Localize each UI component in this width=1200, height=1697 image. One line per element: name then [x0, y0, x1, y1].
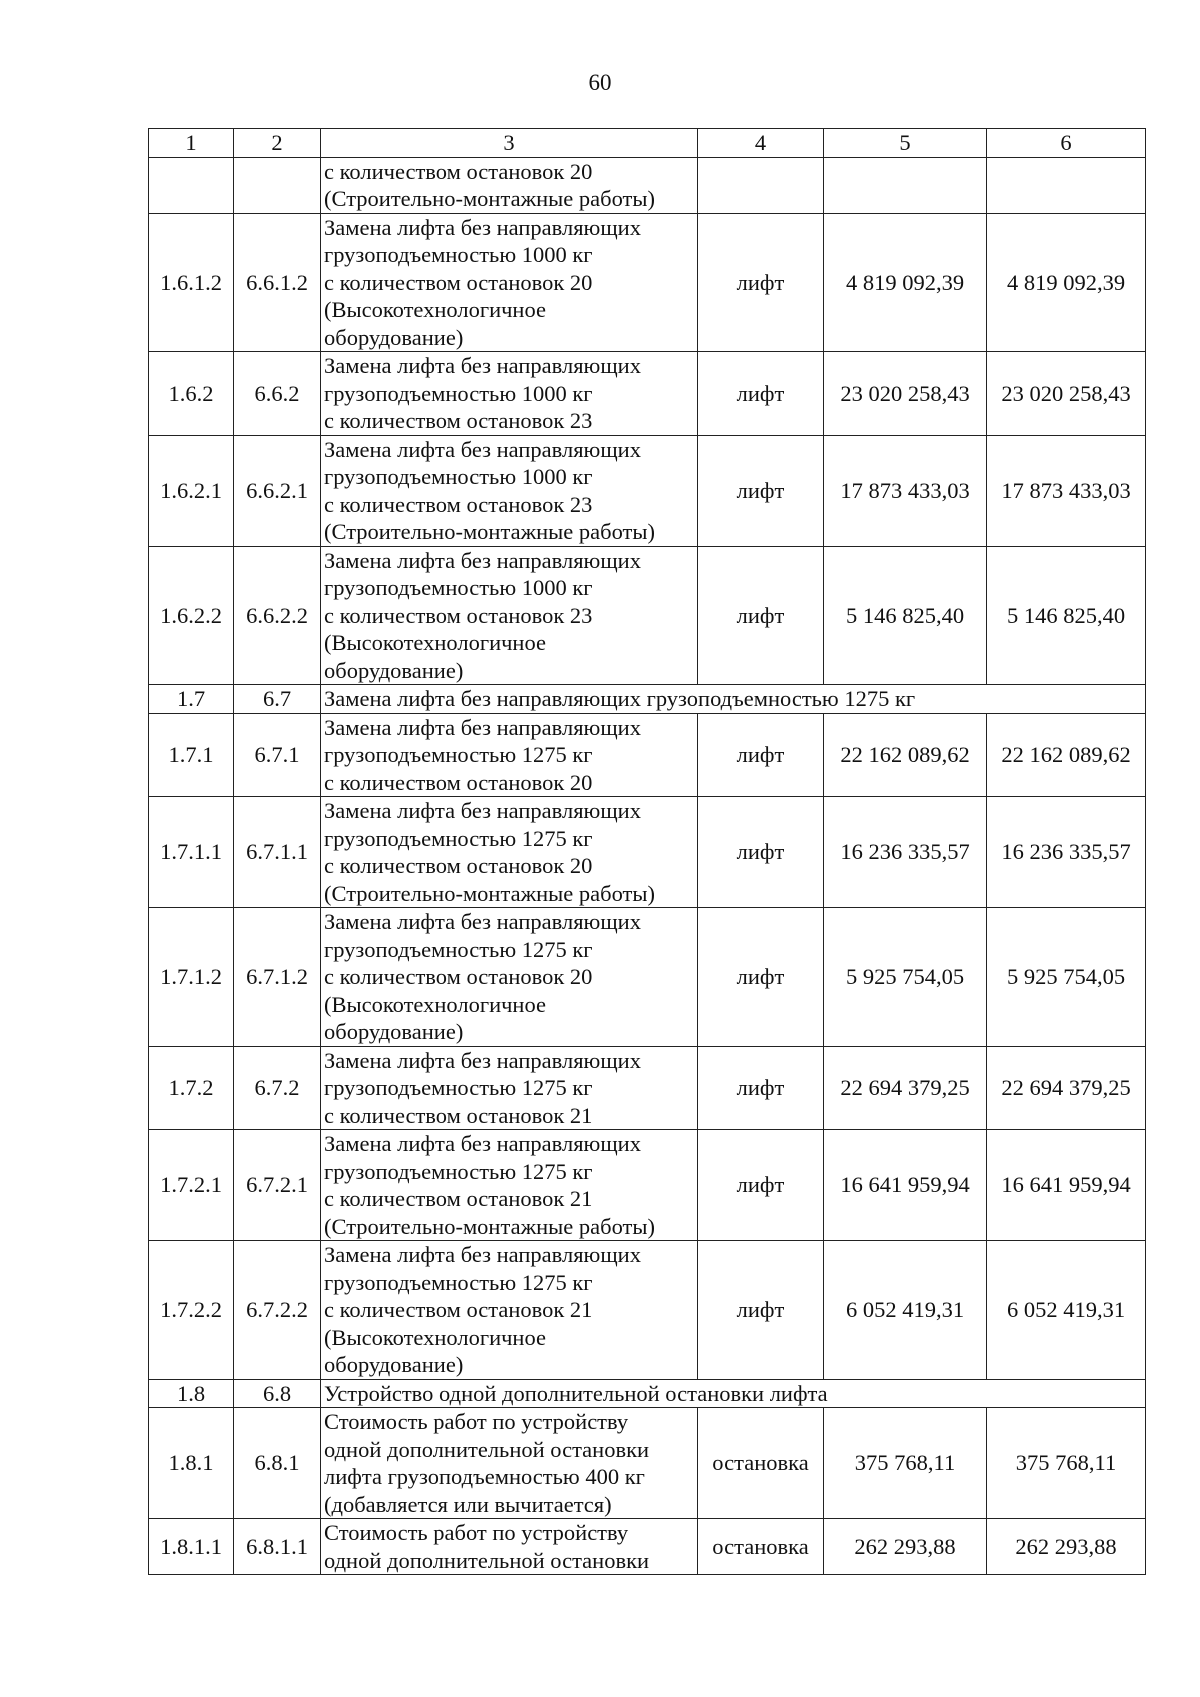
row-cost-col6: 6 052 419,31: [987, 1241, 1146, 1380]
row-cost-col5: 262 293,88: [824, 1519, 987, 1575]
row-description: [321, 1519, 698, 1575]
description-line: грузоподъемностью 1000 кг: [324, 464, 593, 489]
description-line: (Высокотехнологичное: [324, 991, 546, 1017]
description-line: (Строительно-монтажные работы): [324, 1213, 655, 1239]
price-table: [148, 128, 1146, 1575]
description-line: грузоподъемностью 1275 кг: [324, 1269, 593, 1295]
row-cost-col6: 17 873 433,03: [987, 435, 1146, 546]
description-line: грузоподъемностью 1275 кг: [324, 825, 593, 851]
row-cost-col6: 262 293,88: [987, 1519, 1146, 1575]
row-code-1: 1.7.1: [149, 713, 234, 797]
table-row: [149, 157, 1146, 213]
description-line: одной дополнительной остановки: [324, 1436, 650, 1462]
description-line: Замена лифта без направляющих: [324, 714, 641, 740]
description-line: (Высокотехнологичное: [324, 297, 546, 322]
row-unit: лифт: [698, 213, 824, 352]
row-description: [321, 546, 698, 685]
description-line: грузоподъемностью 1000 кг: [324, 242, 593, 267]
row-code-2: 6.7.2.2: [234, 1241, 321, 1380]
row-cost-col6: 5 925 754,05: [987, 908, 1146, 1047]
row-code-1: 1.7.2.2: [149, 1241, 234, 1380]
row-cost-col5: 16 236 335,57: [824, 797, 987, 908]
table-row: [149, 213, 1146, 352]
row-cost-col5: 22 162 089,62: [824, 713, 987, 797]
row-description: [321, 713, 698, 797]
description-line: с количеством остановок 21: [324, 1102, 593, 1128]
row-cost-col5: 17 873 433,03: [824, 435, 987, 546]
row-cost-col6: 16 641 959,94: [987, 1130, 1146, 1241]
description-line: (Высокотехнологичное: [324, 630, 546, 655]
row-code-1: 1.6.2.2: [149, 546, 234, 685]
table-row: [149, 435, 1146, 546]
description-line: лифта грузоподъемностью 400 кг: [324, 1464, 645, 1489]
description-line: оборудование): [324, 1019, 464, 1044]
row-code-2: 6.8: [234, 1379, 321, 1408]
row-cost-col5: 16 641 959,94: [824, 1130, 987, 1241]
row-cost-col6: 22 694 379,25: [987, 1046, 1146, 1130]
page-number: 60: [588, 70, 612, 95]
row-code-2: 6.6.2.1: [234, 435, 321, 546]
row-description: [321, 797, 698, 908]
description-line: Замена лифта без направляющих: [324, 798, 641, 823]
description-line: оборудование): [324, 1352, 464, 1377]
description-line: Замена лифта без направляющих: [324, 547, 641, 573]
description-line: Замена лифта без направляющих: [324, 353, 641, 378]
row-code-1: 1.8: [149, 1379, 234, 1408]
description-line: (добавляется или вычитается): [324, 1491, 612, 1517]
table-row: [149, 1408, 1146, 1519]
row-cost-col5: 6 052 419,31: [824, 1241, 987, 1380]
description-line: с количеством остановок 20: [324, 853, 593, 878]
row-cost-col6: 16 236 335,57: [987, 797, 1146, 908]
table-row: [149, 352, 1146, 436]
row-cost-col6: [987, 157, 1146, 213]
row-cost-col5: 4 819 092,39: [824, 213, 987, 352]
row-unit: лифт: [698, 1241, 824, 1380]
description-line: грузоподъемностью 1000 кг: [324, 380, 593, 406]
header-col-2: 2: [234, 129, 321, 158]
header-col-4: 4: [698, 129, 824, 158]
row-code-1: 1.8.1.1: [149, 1519, 234, 1575]
row-cost-col5: 23 020 258,43: [824, 352, 987, 436]
row-code-1: 1.7.2: [149, 1046, 234, 1130]
row-code-2: 6.7.1: [234, 713, 321, 797]
section-title: Замена лифта без направляющих грузоподъемностью 1275 кг: [321, 685, 1146, 714]
table-row: [149, 797, 1146, 908]
row-code-2: [234, 157, 321, 213]
row-description: [321, 157, 698, 213]
description-line: Замена лифта без направляющих: [324, 1242, 641, 1267]
description-line: с количеством остановок 23: [324, 602, 593, 628]
row-unit: лифт: [698, 435, 824, 546]
description-line: одной дополнительной остановки: [324, 1547, 650, 1573]
table-header-row: [149, 129, 1146, 158]
row-description: [321, 213, 698, 352]
description-line: (Строительно-монтажные работы): [324, 186, 655, 211]
row-code-1: 1.7.2.1: [149, 1130, 234, 1241]
row-cost-col5: 375 768,11: [824, 1408, 987, 1519]
row-unit: [698, 157, 824, 213]
description-line: грузоподъемностью 1275 кг: [324, 1075, 593, 1100]
description-line: (Строительно-монтажные работы): [324, 519, 655, 544]
row-code-1: 1.6.2.1: [149, 435, 234, 546]
row-unit: остановка: [698, 1519, 824, 1575]
table-row: [149, 1241, 1146, 1380]
description-line: оборудование): [324, 324, 464, 350]
row-description: [321, 908, 698, 1047]
row-description: [321, 1241, 698, 1380]
description-line: с количеством остановок 21: [324, 1297, 593, 1322]
row-description: [321, 435, 698, 546]
header-col-6: 6: [987, 129, 1146, 158]
row-code-2: 6.7.2: [234, 1046, 321, 1130]
row-code-1: [149, 157, 234, 213]
description-line: оборудование): [324, 657, 464, 683]
description-line: с количеством остановок 21: [324, 1186, 593, 1211]
description-line: с количеством остановок 20: [324, 158, 593, 184]
description-line: грузоподъемностью 1275 кг: [324, 936, 593, 962]
row-code-1: 1.7.1.2: [149, 908, 234, 1047]
row-cost-col6: 22 162 089,62: [987, 713, 1146, 797]
description-line: (Строительно-монтажные работы): [324, 880, 655, 906]
description-line: (Высокотехнологичное: [324, 1324, 546, 1350]
row-description: [321, 352, 698, 436]
description-line: грузоподъемностью 1275 кг: [324, 1158, 593, 1184]
header-col-1: 1: [149, 129, 234, 158]
row-description: [321, 1130, 698, 1241]
description-line: Замена лифта без направляющих: [324, 436, 641, 462]
row-code-1: 1.7: [149, 685, 234, 714]
description-line: Замена лифта без направляющих: [324, 214, 641, 240]
table-row: [149, 546, 1146, 685]
row-unit: лифт: [698, 546, 824, 685]
description-line: грузоподъемностью 1000 кг: [324, 575, 593, 600]
row-code-1: 1.7.1.1: [149, 797, 234, 908]
row-code-1: 1.6.1.2: [149, 213, 234, 352]
row-code-2: 6.7.2.1: [234, 1130, 321, 1241]
row-cost-col6: 23 020 258,43: [987, 352, 1146, 436]
header-col-5: 5: [824, 129, 987, 158]
row-unit: лифт: [698, 1046, 824, 1130]
row-code-2: 6.6.2: [234, 352, 321, 436]
row-cost-col5: 22 694 379,25: [824, 1046, 987, 1130]
description-line: с количеством остановок 20: [324, 269, 593, 295]
row-unit: лифт: [698, 797, 824, 908]
row-cost-col5: [824, 157, 987, 213]
table-row: [149, 908, 1146, 1047]
row-unit: лифт: [698, 908, 824, 1047]
row-description: [321, 1408, 698, 1519]
description-line: с количеством остановок 23: [324, 408, 593, 433]
section-row: [149, 1379, 1146, 1408]
row-code-2: 6.6.1.2: [234, 213, 321, 352]
table-row: [149, 1519, 1146, 1575]
description-line: Стоимость работ по устройству: [324, 1520, 629, 1545]
table-row: [149, 1130, 1146, 1241]
row-code-2: 6.6.2.2: [234, 546, 321, 685]
description-line: с количеством остановок 23: [324, 491, 593, 517]
row-unit: остановка: [698, 1408, 824, 1519]
row-unit: лифт: [698, 352, 824, 436]
row-code-2: 6.7.1.2: [234, 908, 321, 1047]
section-row: [149, 685, 1146, 714]
row-cost-col6: 5 146 825,40: [987, 546, 1146, 685]
description-line: с количеством остановок 20: [324, 769, 593, 795]
header-col-3: 3: [321, 129, 698, 158]
row-code-1: 1.8.1: [149, 1408, 234, 1519]
table-row: [149, 1046, 1146, 1130]
description-line: Стоимость работ по устройству: [324, 1409, 629, 1434]
description-line: Замена лифта без направляющих: [324, 909, 641, 934]
row-description: [321, 1046, 698, 1130]
description-line: Замена лифта без направляющих: [324, 1131, 641, 1156]
table-row: [149, 713, 1146, 797]
row-code-2: 6.7: [234, 685, 321, 714]
description-line: Замена лифта без направляющих: [324, 1047, 641, 1073]
description-line: с количеством остановок 20: [324, 964, 593, 989]
row-unit: лифт: [698, 713, 824, 797]
description-line: грузоподъемностью 1275 кг: [324, 742, 593, 767]
section-title: Устройство одной дополнительной остановки лифта: [321, 1379, 1146, 1408]
row-cost-col6: 4 819 092,39: [987, 213, 1146, 352]
row-code-2: 6.7.1.1: [234, 797, 321, 908]
row-unit: лифт: [698, 1130, 824, 1241]
row-code-1: 1.6.2: [149, 352, 234, 436]
row-code-2: 6.8.1.1: [234, 1519, 321, 1575]
row-cost-col6: 375 768,11: [987, 1408, 1146, 1519]
row-cost-col5: 5 925 754,05: [824, 908, 987, 1047]
row-cost-col5: 5 146 825,40: [824, 546, 987, 685]
row-code-2: 6.8.1: [234, 1408, 321, 1519]
